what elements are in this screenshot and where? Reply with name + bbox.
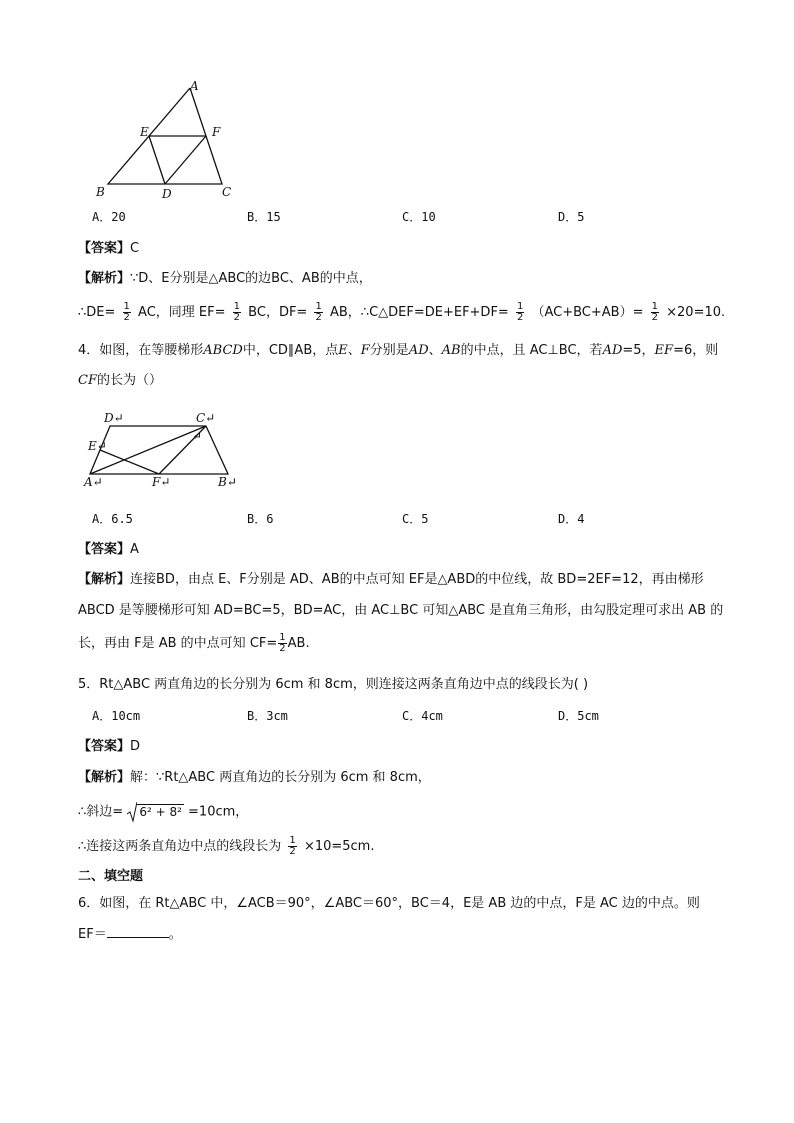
choice-d: D．5 [558, 210, 585, 224]
analysis-line2: ABCD 是等腰梯形可知 AD=BC=5，BD=AC，由 AC⊥BC 可知△ABC 是直角三角形，由勾股定理可求出 AB 的 [78, 603, 724, 618]
radical-sign-icon [127, 801, 137, 823]
answer-row [78, 738, 140, 756]
fig2-label-c: C↵ [196, 411, 216, 425]
fig1-label-e: E [140, 125, 149, 139]
text-part: AB. [287, 636, 310, 651]
fig2-label-e: E↵ [88, 439, 107, 453]
text-part: ∴DE= [78, 305, 116, 320]
answer-value: C [130, 241, 140, 256]
analysis-line3 [78, 836, 374, 857]
text-part: ×10=5cm. [303, 839, 375, 854]
numerator: 1 [279, 632, 286, 643]
choice-c: C．10 [402, 210, 436, 224]
denominator: 2 [123, 312, 130, 323]
answer-value: A [130, 542, 139, 557]
text-part: AC，同理 EF= [138, 305, 226, 320]
answer-label: 【答案】 [78, 739, 131, 754]
denominator: 2 [279, 643, 286, 654]
answer-blank[interactable] [107, 925, 169, 938]
text-part: 。 [168, 927, 182, 942]
denominator: 2 [516, 312, 524, 323]
question-6-line2 [78, 925, 182, 944]
text-part: 的中点，且 AC⊥BC，若 [460, 343, 603, 358]
choice-d: D．4 [558, 512, 585, 526]
text-italic: AB [441, 343, 461, 358]
numerator: 1 [315, 301, 322, 312]
text-part: 分别是 [369, 343, 409, 358]
numerator: 1 [233, 301, 241, 312]
fig2-label-f: F↵ [152, 475, 171, 489]
text-italic: CF [78, 373, 97, 388]
fraction [288, 836, 296, 857]
choice-c: C．5 [402, 512, 429, 526]
text-part: 、 [428, 343, 442, 358]
text-part: （AC+BC+AB）= [531, 305, 644, 320]
choice-a: A．6.5 [92, 512, 133, 526]
question-5-stem: 5．Rt△ABC 两直角边的长分别为 6cm 和 8cm，则连接这两条直角边中点的线段长为( ) [78, 677, 589, 692]
text-part: 中，CD∥AB，点 [242, 343, 339, 358]
triangle-figure [90, 78, 250, 202]
fig1-label-a: A [190, 79, 199, 93]
section-heading: 二、填空题 [78, 869, 144, 884]
text-part: 长，再由 F是 AB 的中点可知 CF= [78, 636, 278, 651]
numerator: 1 [289, 835, 296, 846]
text-part: =6，则 [673, 343, 719, 358]
fig2-label-d: D↵ [104, 411, 124, 425]
text-part: EF＝ [78, 927, 107, 942]
choice-d: D．5cm [558, 709, 599, 723]
fig1-label-c: C [222, 185, 232, 199]
text-part: ×20=10. [666, 305, 726, 320]
text-italic: ABCD [203, 343, 243, 358]
fig1-label-f: F [212, 125, 221, 139]
choice-a: A．10cm [92, 709, 141, 723]
fraction [651, 302, 659, 323]
fraction [278, 633, 286, 654]
analysis-text: 解：∵Rt△ABC 两直角边的长分别为 6cm 和 8cm， [130, 770, 431, 785]
analysis-line2 [78, 801, 248, 823]
fig2-mark: ↵ [192, 429, 203, 443]
analysis-text: 连接BD，由点 E、F分别是 AD、AB的中点可知 EF是△ABD的中位线，故 BD=2EF=12，再由梯形 [130, 572, 704, 587]
analysis-line3 [78, 633, 310, 654]
analysis-label: 【解析】 [78, 271, 131, 286]
numerator: 1 [123, 301, 130, 312]
answer-value: D [130, 739, 141, 754]
square-root [127, 801, 184, 823]
fig1-label-b: B [96, 185, 105, 199]
text-part: =5， [622, 343, 655, 358]
analysis-label: 【解析】 [78, 770, 131, 785]
question-4-stem-line2 [78, 372, 162, 390]
analysis-label: 【解析】 [78, 572, 131, 587]
text-part: ∴斜边= [78, 804, 124, 820]
denominator: 2 [315, 312, 322, 323]
text-part: =10cm， [188, 804, 249, 820]
answer-row [78, 240, 139, 258]
text-italic: AD [602, 343, 623, 358]
numerator: 1 [651, 301, 658, 312]
denominator: 2 [233, 312, 241, 323]
question-6-stem: 6．如图，在 Rt△ABC 中，∠ACB＝90°，∠ABC＝60°，BC＝4，E是 AB 边的中点，F是 AC 边的中点。则 [78, 896, 700, 911]
denominator: 2 [651, 312, 658, 323]
radicand: 6² + 8² [139, 804, 182, 819]
text-part: 的长为（） [96, 373, 162, 388]
fig2-label-a: A↵ [84, 475, 103, 489]
analysis-text: ∵D、E分别是△ABC的边BC、AB的中点， [130, 271, 372, 286]
fraction [123, 302, 131, 323]
fig1-label-d: D [162, 187, 172, 201]
text-italic: AD [408, 343, 429, 358]
choice-c: C．4cm [402, 709, 443, 723]
text-part: 4．如图，在等腰梯形 [78, 343, 204, 358]
text-italic: EF [654, 343, 674, 358]
fraction [516, 302, 524, 323]
trapezoid-figure [80, 408, 240, 492]
text-part: ∴连接这两条直角边中点的线段长为 [78, 839, 282, 854]
analysis-row [78, 270, 372, 288]
text-italic: E [338, 343, 348, 358]
text-italic: F [360, 343, 370, 358]
choice-b: B．15 [247, 210, 281, 224]
answer-label: 【答案】 [78, 542, 131, 557]
numerator: 1 [516, 301, 524, 312]
analysis-row [78, 571, 704, 589]
denominator: 2 [289, 846, 296, 857]
question-4-stem [78, 342, 718, 360]
answer-row [78, 541, 139, 559]
text-part: BC，DF= [248, 305, 308, 320]
answer-label: 【答案】 [78, 241, 131, 256]
text-part: 、 [347, 343, 361, 358]
choice-a: A．20 [92, 210, 126, 224]
choice-b: B．3cm [247, 709, 288, 723]
analysis-row [78, 769, 431, 787]
fraction [233, 302, 241, 323]
fig2-label-b: B↵ [218, 475, 237, 489]
fraction [314, 302, 322, 323]
choice-b: B．6 [247, 512, 274, 526]
text-part: AB，∴C△DEF=DE+EF+DF= [329, 305, 509, 320]
analysis-formula [78, 302, 725, 323]
